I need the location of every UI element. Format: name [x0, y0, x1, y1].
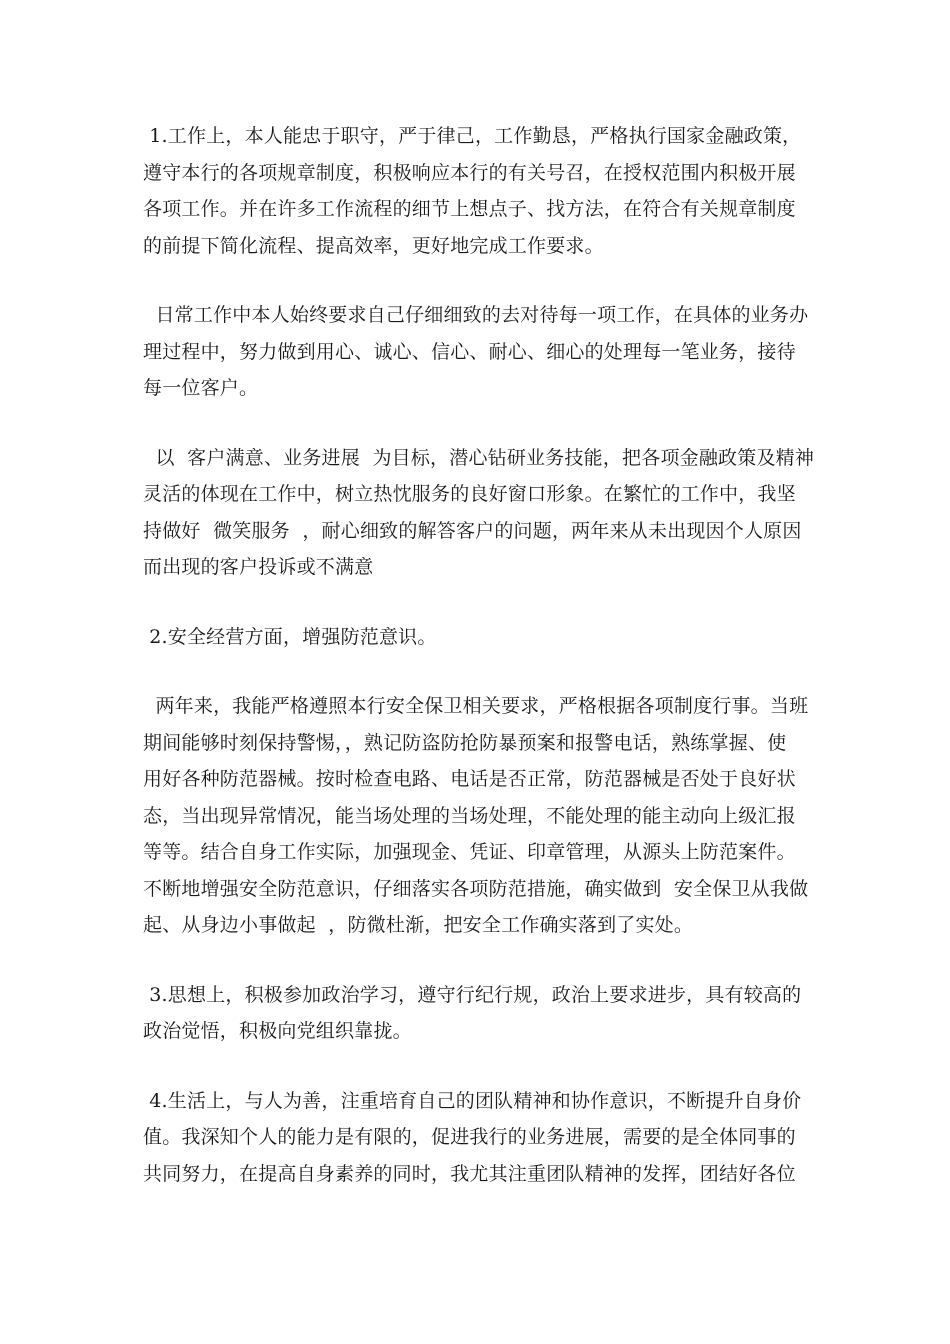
- text-line: 每一位客户。: [143, 377, 259, 399]
- text-line: 值。我深知个人的能力是有限的，促进我行的业务进展，需要的是全体同事的: [143, 1126, 796, 1148]
- text-line: 政治觉悟，积极向党组织靠拢。: [143, 1020, 412, 1042]
- text-line: 起、从身边小事做起 ，防微杜渐，把安全工作确实落到了实处。: [143, 914, 694, 936]
- text-line: 理过程中，努力做到用心、诚心、信心、耐心、细心的处理每一笔业务，接待: [143, 340, 796, 363]
- text-line: 不断地增强安全防范意识，仔细落实各项防范措施，确实做到 安全保卫从我做: [143, 877, 809, 900]
- text-line: 1.工作上，本人能忠于职守，严于律己，工作勤恳，严格执行国家金融政策，: [143, 125, 802, 147]
- text-line: 持做好 微笑服务 ，耐心细致的解答客户的问题，两年来从未出现因个人原因: [143, 519, 802, 542]
- paragraph-daily-work: [143, 297, 813, 407]
- text-line: 共同努力，在提高自身素养的同时，我尤其注重团队精神的发挥，团结好各位: [143, 1162, 796, 1185]
- paragraph-ideology: [143, 977, 813, 1050]
- text-line: 2.安全经营方面，增强防范意识。: [143, 625, 437, 648]
- paragraph-spacer: [143, 586, 813, 619]
- paragraph-safety-detail: [143, 688, 813, 944]
- paragraph-spacer: [143, 944, 813, 977]
- text-line: 灵活的体现在工作中，树立热忱服务的良好窗口形象。在繁忙的工作中，我坚: [143, 483, 796, 505]
- paragraph-safety-heading: [143, 619, 813, 656]
- text-line: 4.生活上，与人为善，注重培育自己的团队精神和协作意识，不断提升自身价: [143, 1089, 802, 1112]
- paragraph-work: [143, 118, 813, 264]
- text-line: 用好各种防范器械。按时检查电路、电话是否正常，防范器械是否处于良好状: [143, 768, 796, 790]
- text-line: 3.思想上，积极参加政治学习，遵守行纪行规，政治上要求进步，具有较高的: [143, 983, 802, 1006]
- paragraph-spacer: [143, 1050, 813, 1083]
- text-line: 以 客户满意、业务进展 为目标，潜心钻研业务技能，把各项金融政策及精神: [143, 446, 815, 469]
- paragraph-spacer: [143, 264, 813, 297]
- text-line: 日常工作中本人始终要求自己仔细细致的去对待每一项工作，在具体的业务办: [143, 304, 809, 326]
- paragraph-spacer: [143, 407, 813, 440]
- text-line: 遵守本行的各项规章制度，积极响应本行的有关号召，在授权范围内积极开展: [143, 161, 796, 184]
- text-line: 态，当出现异常情况，能当场处理的当场处理，不能处理的能主动向上级汇报: [143, 804, 796, 827]
- text-line: 两年来，我能严格遵照本行安全保卫相关要求，严格根据各项制度行事。当班: [143, 695, 809, 717]
- text-line: 各项工作。并在许多工作流程的细节上想点子、找方法，在符合有关规章制度: [143, 198, 796, 220]
- text-line: 的前提下简化流程、提高效率，更好地完成工作要求。: [143, 234, 604, 257]
- document-body: [143, 118, 813, 1192]
- text-line: 等等。结合自身工作实际，加强现金、凭证、印章管理，从源头上防范案件。: [143, 841, 796, 863]
- text-line: 期间能够时刻保持警惕，，熟记防盗防抢防暴预案和报警电话，熟练掌握、使: [143, 731, 787, 754]
- paragraph-spacer: [143, 655, 813, 688]
- text-line: 而出现的客户投诉或不满意: [143, 556, 374, 578]
- paragraph-customer-service: [143, 440, 813, 586]
- paragraph-life: [143, 1083, 813, 1193]
